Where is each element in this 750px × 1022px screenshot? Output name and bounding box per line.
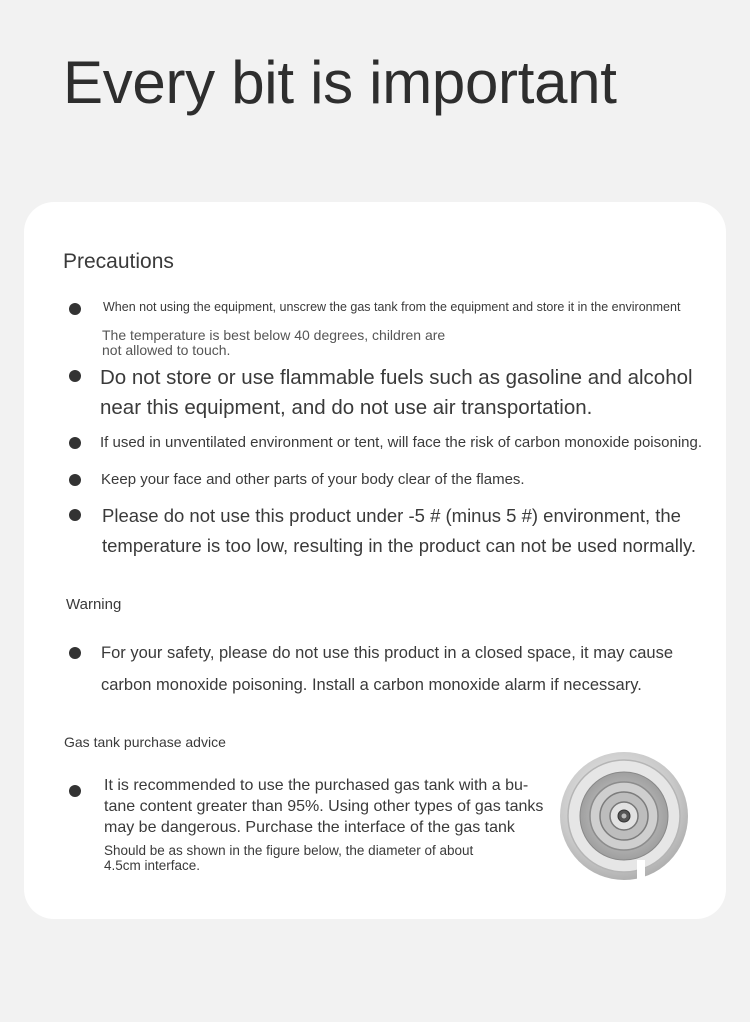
advice-text-line-3: may be dangerous. Purchase the interface of the gas tank: [104, 819, 515, 836]
advice-note-line-2: 4.5cm interface.: [104, 858, 201, 873]
bullet-icon: [69, 437, 81, 449]
warning-text-line-1: For your safety, please do not use this product in a closed space, it may cause: [101, 644, 673, 662]
advice-note-line-1: Should be as shown in the figure below, the diameter of about: [104, 843, 474, 858]
warning-heading: Warning: [66, 596, 122, 613]
precaution-item-4: Keep your face and other parts of your body clear of the flames.: [101, 471, 525, 488]
page-title: Every bit is important: [63, 49, 617, 116]
advice-text-line-1: It is recommended to use the purchased gas tank with a bu-: [104, 777, 529, 794]
bullet-icon: [69, 509, 81, 521]
precaution-item-5-line-1: Please do not use this product under -5 # (minus 5 #) environment, the: [102, 505, 681, 526]
bullet-icon: [69, 474, 81, 486]
precaution-item-1-line-2: The temperature is best below 40 degrees, children are: [102, 327, 446, 343]
advice-text-line-2: tane content greater than 95%. Using other types of gas tanks: [104, 798, 544, 815]
advice-heading: Gas tank purchase advice: [64, 734, 226, 750]
bullet-icon: [69, 647, 81, 659]
bullet-icon: [69, 303, 81, 315]
precaution-item-3: If used in unventilated environment or tent, will face the risk of carbon monoxide poisoning.: [100, 434, 703, 451]
precaution-item-1-line-3: not allowed to touch.: [102, 342, 231, 358]
precaution-item-2-line-2: near this equipment, and do not use air transportation.: [100, 396, 593, 419]
precaution-item-1-line-1: When not using the equipment, unscrew the gas tank from the equipment and store it in the environment: [103, 300, 681, 314]
precautions-card: [24, 202, 726, 919]
warning-text-line-2: carbon monoxide poisoning. Install a carbon monoxide alarm if necessary.: [101, 676, 642, 694]
precaution-item-5-line-2: temperature is too low, resulting in the product can not be used normally.: [102, 535, 697, 556]
bullet-icon: [69, 785, 81, 797]
precaution-item-2-line-1: Do not store or use flammable fuels such as gasoline and alcohol: [100, 366, 693, 389]
bullet-icon: [69, 370, 81, 382]
precautions-heading: Precautions: [63, 250, 174, 273]
gas-tank-interface-image: [558, 750, 690, 882]
